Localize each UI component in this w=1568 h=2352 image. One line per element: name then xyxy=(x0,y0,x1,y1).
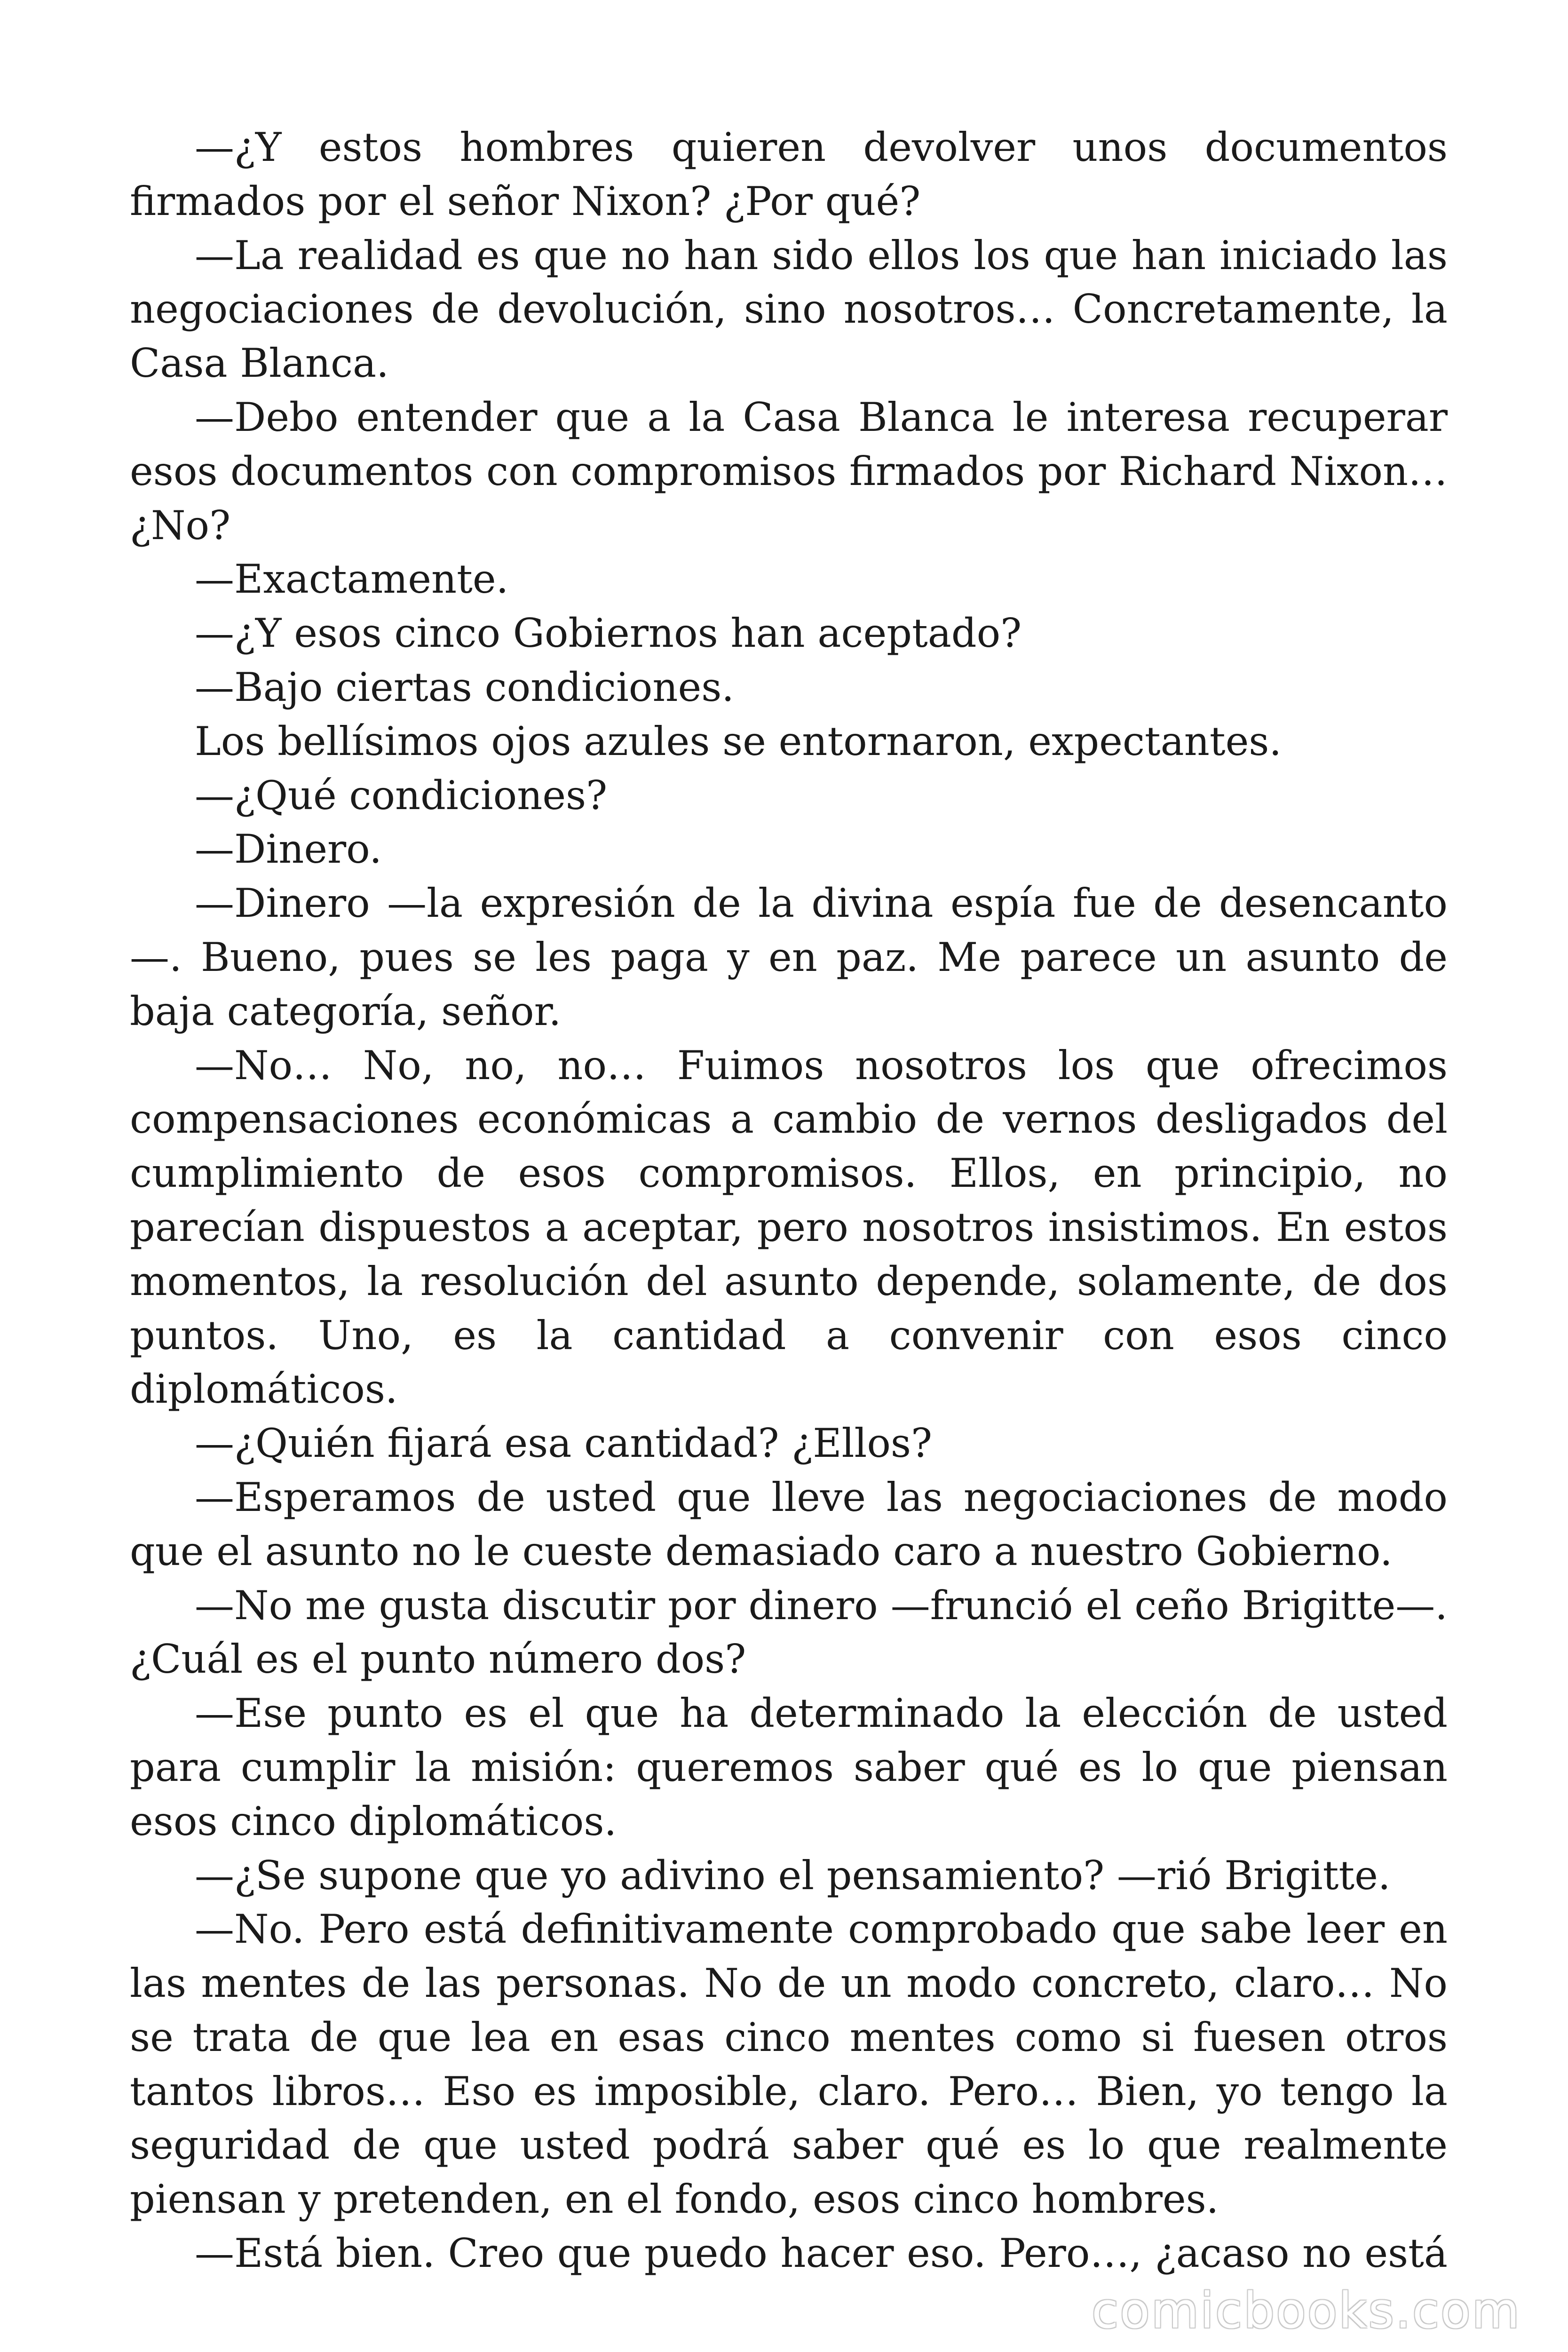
paragraph: —¿Qué condiciones? xyxy=(195,772,608,818)
paragraph: —Exactamente. xyxy=(195,556,509,603)
paragraph: Los bellísimos ojos azules se entornaron, expectantes. xyxy=(195,718,1282,764)
watermark: comicbooks.com xyxy=(1091,2282,1521,2339)
book-page-text xyxy=(130,120,1448,2280)
paragraph: —No… No, no, no… Fuimos nosotros los que ofrecimos compensaciones económicas a cambio de vernos desligados del cumplimiento de esos compromisos. Ellos, en principio, no parecían dispuestos a aceptar, pero nosotros insistimos. En estos momentos, la resolución del asunto depende, solamente, de dos puntos. Uno, es la cantidad a convenir con esos cinco diplomáticos. xyxy=(130,1042,1448,1413)
paragraph: —Dinero. xyxy=(195,826,382,873)
paragraph: —Ese punto es el que ha determinado la elección de usted para cumplir la misión: queremos saber qué es lo que piensan esos cinco diplomáticos. xyxy=(130,1690,1448,1844)
paragraph: —¿Y esos cinco Gobiernos han aceptado? xyxy=(195,610,1022,657)
paragraph-continues: —Está bien. Creo que puedo hacer eso. Pero…, ¿acaso no está xyxy=(195,2230,1448,2277)
paragraph: —Dinero —la expresión de la divina espía fue de desencanto—. Bueno, pues se les paga y en paz. Me parece un asunto de baja categoría, señor. xyxy=(130,880,1448,1034)
paragraph: —Debo entender que a la Casa Blanca le interesa recuperar esos documentos con compromisos firmados por Richard Nixon… ¿No? xyxy=(130,394,1448,548)
paragraph: —¿Quién fijará esa cantidad? ¿Ellos? xyxy=(195,1420,933,1467)
paragraph: —No me gusta discutir por dinero —frunció el ceño Brigitte—. ¿Cuál es el punto número dos? xyxy=(130,1582,1448,1683)
paragraph: —No. Pero está definitivamente comprobado que sabe leer en las mentes de las personas. No de un modo concreto, claro… No se trata de que lea en esas cinco mentes como si fuesen otros tantos libros… Eso es imposible, claro. Pero… Bien, yo tengo la seguridad de que usted podrá saber qué es lo que realmente piensan y pretenden, en el fondo, esos cinco hombres. xyxy=(130,1906,1448,2223)
paragraph: —La realidad es que no han sido ellos los que han iniciado las negociaciones de devolución, sino nosotros… Concretamente, la Casa Blanca. xyxy=(130,232,1448,387)
paragraph: —¿Se supone que yo adivino el pensamiento? —rió Brigitte. xyxy=(195,1852,1391,1899)
paragraph: —¿Y estos hombres quieren devolver unos documentos firmados por el señor Nixon? ¿Por qué? xyxy=(130,124,1448,224)
paragraph: —Bajo ciertas condiciones. xyxy=(195,664,735,710)
paragraph: —Esperamos de usted que lleve las negociaciones de modo que el asunto no le cueste demasiado caro a nuestro Gobierno. xyxy=(130,1474,1448,1574)
